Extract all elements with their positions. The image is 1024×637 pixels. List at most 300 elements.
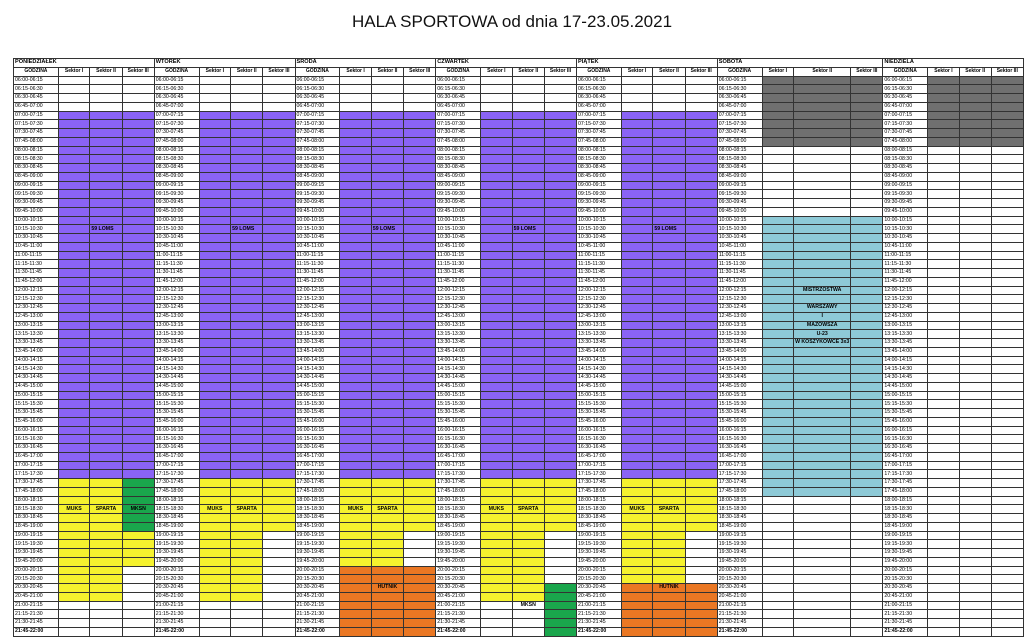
time-slot: 09:15-09:30 <box>295 190 340 199</box>
sector-cell <box>90 514 122 523</box>
time-slot: 20:45-21:00 <box>717 592 762 601</box>
sector-cell <box>991 225 1023 234</box>
sector-cell <box>122 295 154 304</box>
sector-cell <box>544 181 576 190</box>
sector-cell <box>621 190 653 199</box>
sector-cell <box>263 496 295 505</box>
time-slot: 09:30-09:45 <box>295 199 340 208</box>
time-slot: 11:45-12:00 <box>14 277 59 286</box>
sector-cell <box>512 120 544 129</box>
time-slot: 16:00-16:15 <box>14 426 59 435</box>
time-slot: 11:45-12:00 <box>883 277 928 286</box>
time-slot: 07:30-07:45 <box>436 129 481 138</box>
sector-cell <box>231 129 263 138</box>
sector-cell <box>959 129 991 138</box>
sector-cell <box>404 479 436 488</box>
sector-cell <box>991 251 1023 260</box>
sector-cell <box>199 76 231 85</box>
sector-cell <box>122 584 154 593</box>
sector-cell <box>340 461 372 470</box>
time-slot: 15:00-15:15 <box>436 391 481 400</box>
sector-cell <box>199 575 231 584</box>
sector-cell <box>231 347 263 356</box>
sector-cell <box>58 374 90 383</box>
sector-cell <box>851 295 883 304</box>
column-header-sector: Sektor III <box>544 67 576 76</box>
sector-cell <box>263 146 295 155</box>
time-slot: 17:30-17:45 <box>717 479 762 488</box>
sector-cell <box>928 137 960 146</box>
sector-cell <box>544 444 576 453</box>
time-slot: 18:45-19:00 <box>154 522 199 531</box>
sector-cell <box>544 522 576 531</box>
column-header-sector: Sektor II <box>653 67 685 76</box>
sector-cell <box>481 312 513 321</box>
sector-cell <box>959 470 991 479</box>
club-label-mksn: MKSN <box>122 505 154 514</box>
sector-cell <box>762 199 794 208</box>
sector-cell <box>544 137 576 146</box>
sector-cell <box>851 234 883 243</box>
time-slot: 06:30-06:45 <box>14 94 59 103</box>
sector-cell <box>58 444 90 453</box>
sector-cell <box>481 479 513 488</box>
time-slot: 07:45-08:00 <box>295 137 340 146</box>
time-slot: 09:00-09:15 <box>154 181 199 190</box>
sector-cell <box>199 514 231 523</box>
day-name: NIEDZIELA <box>883 59 1024 68</box>
sector-cell <box>544 365 576 374</box>
sector-cell <box>959 102 991 111</box>
sector-cell <box>199 549 231 558</box>
sector-cell <box>58 619 90 628</box>
sector-cell <box>481 584 513 593</box>
time-slot: 15:15-15:30 <box>14 400 59 409</box>
sector-cell <box>991 76 1023 85</box>
time-slot: 17:15-17:30 <box>883 470 928 479</box>
sector-cell <box>685 172 717 181</box>
sector-cell <box>991 479 1023 488</box>
sector-cell <box>685 417 717 426</box>
sector-cell <box>404 549 436 558</box>
sector-cell <box>851 400 883 409</box>
sector-cell <box>512 522 544 531</box>
sector-cell <box>340 111 372 120</box>
sector-cell <box>851 129 883 138</box>
sector-cell <box>685 251 717 260</box>
sector-cell <box>512 540 544 549</box>
time-slot: 17:15-17:30 <box>577 470 622 479</box>
sector-cell <box>653 592 685 601</box>
sector-cell <box>122 514 154 523</box>
time-slot: 09:30-09:45 <box>883 199 928 208</box>
sector-cell <box>371 242 403 251</box>
sector-cell <box>371 566 403 575</box>
sector-cell <box>231 479 263 488</box>
time-slot: 18:30-18:45 <box>154 514 199 523</box>
sector-cell <box>512 304 544 313</box>
sector-cell <box>851 365 883 374</box>
time-slot: 10:30-10:45 <box>577 234 622 243</box>
sector-cell <box>199 426 231 435</box>
sector-cell <box>653 234 685 243</box>
time-slot: 18:45-19:00 <box>295 522 340 531</box>
sector-cell <box>90 164 122 173</box>
time-row <box>14 461 1024 470</box>
sector-cell <box>794 584 851 593</box>
sector-cell <box>371 400 403 409</box>
sector-cell <box>90 470 122 479</box>
sector-cell <box>928 85 960 94</box>
time-slot: 21:15-21:30 <box>295 610 340 619</box>
sector-cell <box>544 339 576 348</box>
sector-cell <box>90 382 122 391</box>
sector-cell <box>512 269 544 278</box>
time-slot: 07:45-08:00 <box>883 137 928 146</box>
time-slot: 16:15-16:30 <box>577 435 622 444</box>
sector-cell <box>991 356 1023 365</box>
sector-cell <box>959 347 991 356</box>
sector-cell <box>122 391 154 400</box>
time-slot: 21:15-21:30 <box>154 610 199 619</box>
time-row <box>14 190 1024 199</box>
sector-cell <box>371 120 403 129</box>
sector-cell <box>653 557 685 566</box>
sector-cell <box>199 400 231 409</box>
sector-cell <box>544 575 576 584</box>
sector-cell <box>231 155 263 164</box>
sector-cell <box>199 417 231 426</box>
sector-cell <box>685 470 717 479</box>
sector-cell <box>371 487 403 496</box>
sector-cell <box>851 85 883 94</box>
sector-cell <box>512 137 544 146</box>
sector-cell <box>685 190 717 199</box>
time-slot: 16:00-16:15 <box>436 426 481 435</box>
sector-cell <box>512 330 544 339</box>
sector-cell <box>959 199 991 208</box>
sector-cell <box>544 619 576 628</box>
time-slot: 18:45-19:00 <box>577 522 622 531</box>
time-slot: 12:30-12:45 <box>14 304 59 313</box>
time-slot: 06:15-06:30 <box>717 85 762 94</box>
time-slot: 14:15-14:30 <box>717 365 762 374</box>
sector-cell <box>762 549 794 558</box>
sector-cell <box>794 234 851 243</box>
time-slot: 10:45-11:00 <box>577 242 622 251</box>
sector-cell <box>621 619 653 628</box>
sector-cell <box>685 461 717 470</box>
sector-cell <box>199 312 231 321</box>
time-slot: 08:45-09:00 <box>577 172 622 181</box>
sector-cell <box>481 435 513 444</box>
sector-cell <box>928 225 960 234</box>
time-slot: 14:00-14:15 <box>883 356 928 365</box>
sector-cell <box>371 321 403 330</box>
sector-cell <box>794 120 851 129</box>
sector-cell <box>340 409 372 418</box>
time-slot: 19:15-19:30 <box>14 540 59 549</box>
sector-cell <box>991 199 1023 208</box>
sector-cell <box>340 549 372 558</box>
sector-cell <box>199 137 231 146</box>
sector-cell <box>512 172 544 181</box>
sector-cell <box>928 251 960 260</box>
sector-cell <box>544 234 576 243</box>
sector-cell <box>122 85 154 94</box>
sector-cell <box>404 295 436 304</box>
sector-cell <box>340 339 372 348</box>
sector-cell <box>263 426 295 435</box>
sector-cell <box>340 269 372 278</box>
sector-cell <box>90 295 122 304</box>
sector-cell <box>991 566 1023 575</box>
time-slot: 20:15-20:30 <box>883 575 928 584</box>
sector-cell <box>231 391 263 400</box>
sector-cell <box>404 409 436 418</box>
time-slot: 17:00-17:15 <box>717 461 762 470</box>
sector-cell <box>404 426 436 435</box>
club-label-muks: MUKS <box>199 505 231 514</box>
time-slot: 07:15-07:30 <box>436 120 481 129</box>
time-slot: 16:30-16:45 <box>154 444 199 453</box>
sector-cell <box>481 426 513 435</box>
time-slot: 08:15-08:30 <box>577 155 622 164</box>
sector-cell <box>512 76 544 85</box>
sector-cell <box>404 452 436 461</box>
sector-cell <box>481 164 513 173</box>
sector-cell <box>263 592 295 601</box>
sector-cell <box>851 225 883 234</box>
sector-cell <box>851 619 883 628</box>
sector-cell <box>231 172 263 181</box>
time-slot: 07:30-07:45 <box>577 129 622 138</box>
sector-cell <box>199 199 231 208</box>
sector-cell <box>991 207 1023 216</box>
time-slot: 07:45-08:00 <box>436 137 481 146</box>
sector-cell <box>851 164 883 173</box>
time-row <box>14 321 1024 330</box>
time-slot: 16:30-16:45 <box>14 444 59 453</box>
sector-cell <box>928 181 960 190</box>
sector-cell <box>851 461 883 470</box>
sector-cell <box>928 260 960 269</box>
sector-cell <box>685 242 717 251</box>
sector-cell <box>544 102 576 111</box>
sector-cell <box>340 181 372 190</box>
sector-cell <box>122 111 154 120</box>
club-label-59-loms: 59 LOMS <box>371 225 403 234</box>
time-slot: 20:30-20:45 <box>295 584 340 593</box>
time-slot: 13:30-13:45 <box>717 339 762 348</box>
time-row <box>14 277 1024 286</box>
time-slot: 10:30-10:45 <box>883 234 928 243</box>
sector-cell <box>340 400 372 409</box>
time-slot: 21:00-21:15 <box>717 601 762 610</box>
sector-cell <box>481 137 513 146</box>
sector-cell <box>90 601 122 610</box>
sector-cell <box>263 76 295 85</box>
sector-cell <box>959 242 991 251</box>
sector-cell <box>544 111 576 120</box>
sector-cell <box>58 164 90 173</box>
sector-cell <box>90 339 122 348</box>
sector-cell <box>991 426 1023 435</box>
sector-cell <box>544 435 576 444</box>
time-slot: 16:15-16:30 <box>883 435 928 444</box>
sector-cell <box>90 155 122 164</box>
time-slot: 08:45-09:00 <box>436 172 481 181</box>
time-slot: 18:15-18:30 <box>717 505 762 514</box>
sector-cell <box>231 601 263 610</box>
time-slot: 10:15-10:30 <box>577 225 622 234</box>
sector-cell <box>959 365 991 374</box>
time-slot: 18:15-18:30 <box>154 505 199 514</box>
sector-cell <box>371 260 403 269</box>
time-slot: 06:00-06:15 <box>295 76 340 85</box>
sector-cell <box>959 277 991 286</box>
sector-cell <box>340 444 372 453</box>
sector-cell <box>90 584 122 593</box>
sector-cell <box>959 505 991 514</box>
sector-cell <box>928 102 960 111</box>
sector-cell <box>928 435 960 444</box>
time-slot: 10:45-11:00 <box>154 242 199 251</box>
sector-cell <box>371 356 403 365</box>
sector-cell <box>122 356 154 365</box>
time-slot: 09:15-09:30 <box>154 190 199 199</box>
sector-cell <box>340 330 372 339</box>
time-slot: 13:45-14:00 <box>14 347 59 356</box>
time-slot: 19:00-19:15 <box>717 531 762 540</box>
sector-cell <box>481 120 513 129</box>
sector-cell <box>199 164 231 173</box>
time-slot: 20:00-20:15 <box>154 566 199 575</box>
sector-cell <box>762 619 794 628</box>
time-slot: 12:00-12:15 <box>577 286 622 295</box>
sector-cell <box>621 400 653 409</box>
sector-cell <box>653 76 685 85</box>
page-title: HALA SPORTOWA od dnia 17-23.05.2021 <box>351 12 673 31</box>
sector-cell <box>404 277 436 286</box>
sector-cell <box>685 155 717 164</box>
sector-cell <box>621 374 653 383</box>
sector-cell <box>404 251 436 260</box>
time-slot: 20:00-20:15 <box>436 566 481 575</box>
sector-cell <box>621 120 653 129</box>
sector-cell <box>621 146 653 155</box>
time-slot: 10:45-11:00 <box>295 242 340 251</box>
sector-cell <box>231 207 263 216</box>
sector-cell <box>621 129 653 138</box>
time-slot: 06:15-06:30 <box>295 85 340 94</box>
sector-cell <box>404 234 436 243</box>
sector-cell <box>959 435 991 444</box>
sector-cell <box>544 374 576 383</box>
time-slot: 11:15-11:30 <box>436 260 481 269</box>
sector-cell <box>90 76 122 85</box>
sector-cell <box>263 137 295 146</box>
sector-cell <box>122 260 154 269</box>
sector-cell <box>991 321 1023 330</box>
column-header-sector: Sektor II <box>90 67 122 76</box>
sector-cell <box>231 496 263 505</box>
sector-cell <box>685 120 717 129</box>
sector-cell <box>340 321 372 330</box>
time-slot: 10:00-10:15 <box>436 216 481 225</box>
sector-cell <box>263 312 295 321</box>
time-slot: 19:45-20:00 <box>154 557 199 566</box>
sector-cell <box>231 76 263 85</box>
sector-cell <box>263 452 295 461</box>
sector-cell <box>928 409 960 418</box>
sector-cell <box>371 417 403 426</box>
sector-cell <box>404 487 436 496</box>
sector-cell <box>371 426 403 435</box>
sector-cell <box>263 339 295 348</box>
sector-cell <box>371 540 403 549</box>
sector-cell <box>340 365 372 374</box>
time-row <box>14 242 1024 251</box>
sector-cell <box>90 400 122 409</box>
sector-cell <box>199 120 231 129</box>
sector-cell <box>794 382 851 391</box>
sector-cell <box>685 601 717 610</box>
time-slot: 06:45-07:00 <box>883 102 928 111</box>
sector-cell <box>231 111 263 120</box>
time-row <box>14 514 1024 523</box>
time-slot: 21:30-21:45 <box>577 619 622 628</box>
sector-cell <box>794 172 851 181</box>
sector-cell <box>685 522 717 531</box>
sector-cell <box>263 295 295 304</box>
sector-cell <box>199 242 231 251</box>
sector-cell <box>762 277 794 286</box>
sector-cell <box>340 522 372 531</box>
sector-cell <box>959 374 991 383</box>
time-slot: 19:00-19:15 <box>295 531 340 540</box>
column-header-sector: Sektor III <box>263 67 295 76</box>
sector-cell <box>58 137 90 146</box>
time-slot: 15:30-15:45 <box>14 409 59 418</box>
sector-cell <box>512 566 544 575</box>
sector-cell <box>58 522 90 531</box>
sector-cell <box>231 181 263 190</box>
sector-cell <box>263 216 295 225</box>
time-slot: 17:15-17:30 <box>717 470 762 479</box>
sector-cell <box>762 155 794 164</box>
sector-cell <box>340 199 372 208</box>
time-slot: 10:00-10:15 <box>577 216 622 225</box>
time-slot: 16:30-16:45 <box>436 444 481 453</box>
club-label-muks: MUKS <box>481 505 513 514</box>
time-row <box>14 347 1024 356</box>
sector-cell <box>371 575 403 584</box>
sector-cell <box>928 584 960 593</box>
time-slot: 06:00-06:15 <box>154 76 199 85</box>
time-slot: 16:45-17:00 <box>154 452 199 461</box>
time-slot: 14:45-15:00 <box>883 382 928 391</box>
sector-cell <box>621 557 653 566</box>
sector-cell <box>685 382 717 391</box>
sector-cell <box>122 487 154 496</box>
time-row <box>14 304 1024 313</box>
sector-cell <box>762 505 794 514</box>
time-slot: 14:45-15:00 <box>295 382 340 391</box>
time-slot: 06:00-06:15 <box>883 76 928 85</box>
sector-cell <box>959 76 991 85</box>
sector-cell <box>263 540 295 549</box>
